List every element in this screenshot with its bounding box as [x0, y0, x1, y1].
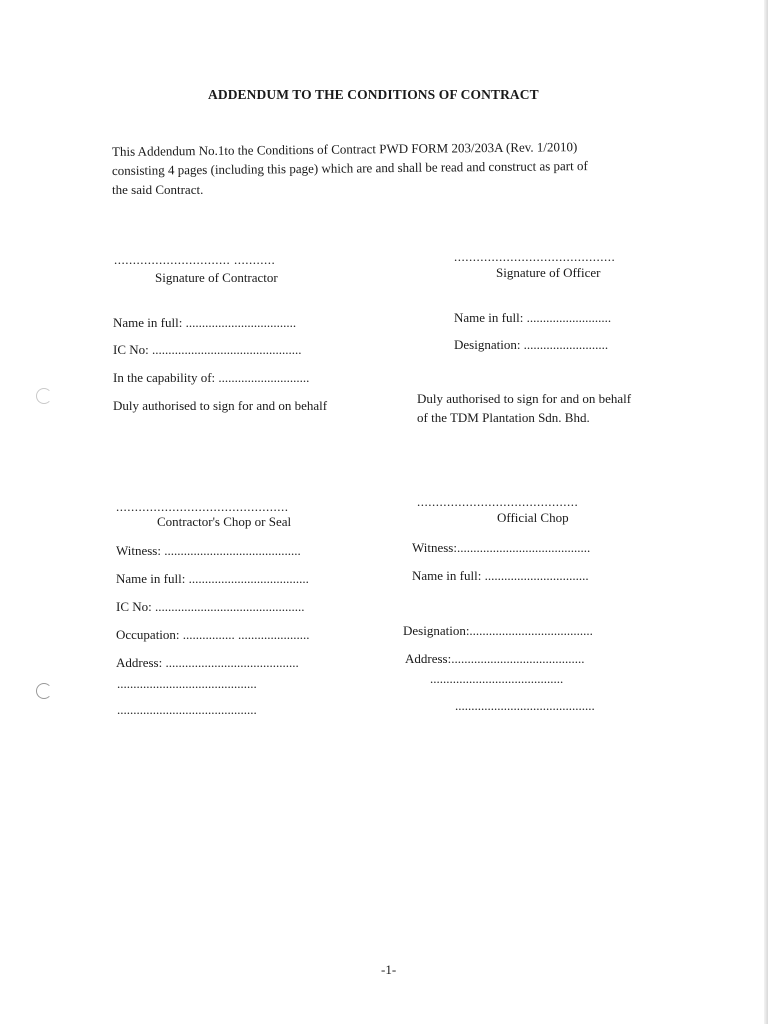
official-witness-address-field: Address:.........................................: [405, 651, 585, 666]
officer-authorised-org: of the TDM Plantation Sdn. Bhd.: [417, 410, 590, 425]
officer-name-field: Name in full: ..........................: [454, 310, 612, 325]
contractor-witness-name-field: Name in full: .....................................: [116, 571, 309, 586]
official-witness-field: Witness:.........................................: [412, 540, 591, 555]
intro-line-2: consisting 4 pages (including this page) which are and shall be read and construct as part of: [111, 158, 588, 178]
official-witness-name-field: Name in full: ................................: [412, 568, 589, 583]
contractor-witness-occupation-field: Occupation: ................ ......................: [116, 627, 310, 642]
document-title: ADDENDUM TO THE CONDITIONS OF CONTRACT: [208, 87, 539, 102]
contractor-witness-ic-field: IC No: ..............................................: [116, 599, 305, 614]
official-address-line-3: ...........................................: [455, 698, 595, 713]
officer-designation-field: Designation: ..........................: [454, 337, 609, 352]
contractor-address-line-3: ...........................................: [117, 702, 257, 717]
officer-authorised-text: Duly authorised to sign for and on behalf: [417, 391, 632, 406]
officer-signature-line: ...........................................: [454, 249, 616, 264]
punch-hole-mark: [36, 388, 52, 404]
contractor-authorised-text: Duly authorised to sign for and on behalf: [113, 398, 328, 413]
intro-line-1: This Addendum No.1to the Conditions of Contract PWD FORM 203/203A (Rev. 1/2010): [111, 139, 578, 159]
punch-hole-mark: [36, 683, 52, 699]
contractor-name-field: Name in full: ..................................: [113, 315, 297, 330]
contractor-capability-field: In the capability of: ............................: [113, 370, 310, 385]
page-number: -1-: [381, 962, 397, 977]
contractor-ic-field: IC No: ..............................................: [113, 342, 302, 357]
contractor-address-line-2: ...........................................: [117, 676, 257, 691]
contractor-witness-address-field: Address: .........................................: [116, 655, 299, 670]
officer-signature-label: Signature of Officer: [496, 265, 601, 280]
official-chop-label: Official Chop: [497, 510, 569, 525]
official-chop-line: ...........................................: [417, 494, 579, 509]
contractor-chop-line: ..............................................: [116, 499, 289, 514]
page-edge: [764, 0, 768, 1024]
contractor-chop-label: Contractor's Chop or Seal: [157, 514, 292, 529]
contractor-witness-field: Witness: ..........................................: [116, 543, 301, 558]
official-witness-designation-field: Designation:......................................: [403, 623, 593, 638]
contractor-signature-label: Signature of Contractor: [155, 270, 278, 285]
intro-line-3: the said Contract.: [112, 182, 204, 197]
contractor-signature-line: ............................... ...........: [114, 252, 276, 267]
official-address-line-2: .........................................: [430, 671, 564, 686]
